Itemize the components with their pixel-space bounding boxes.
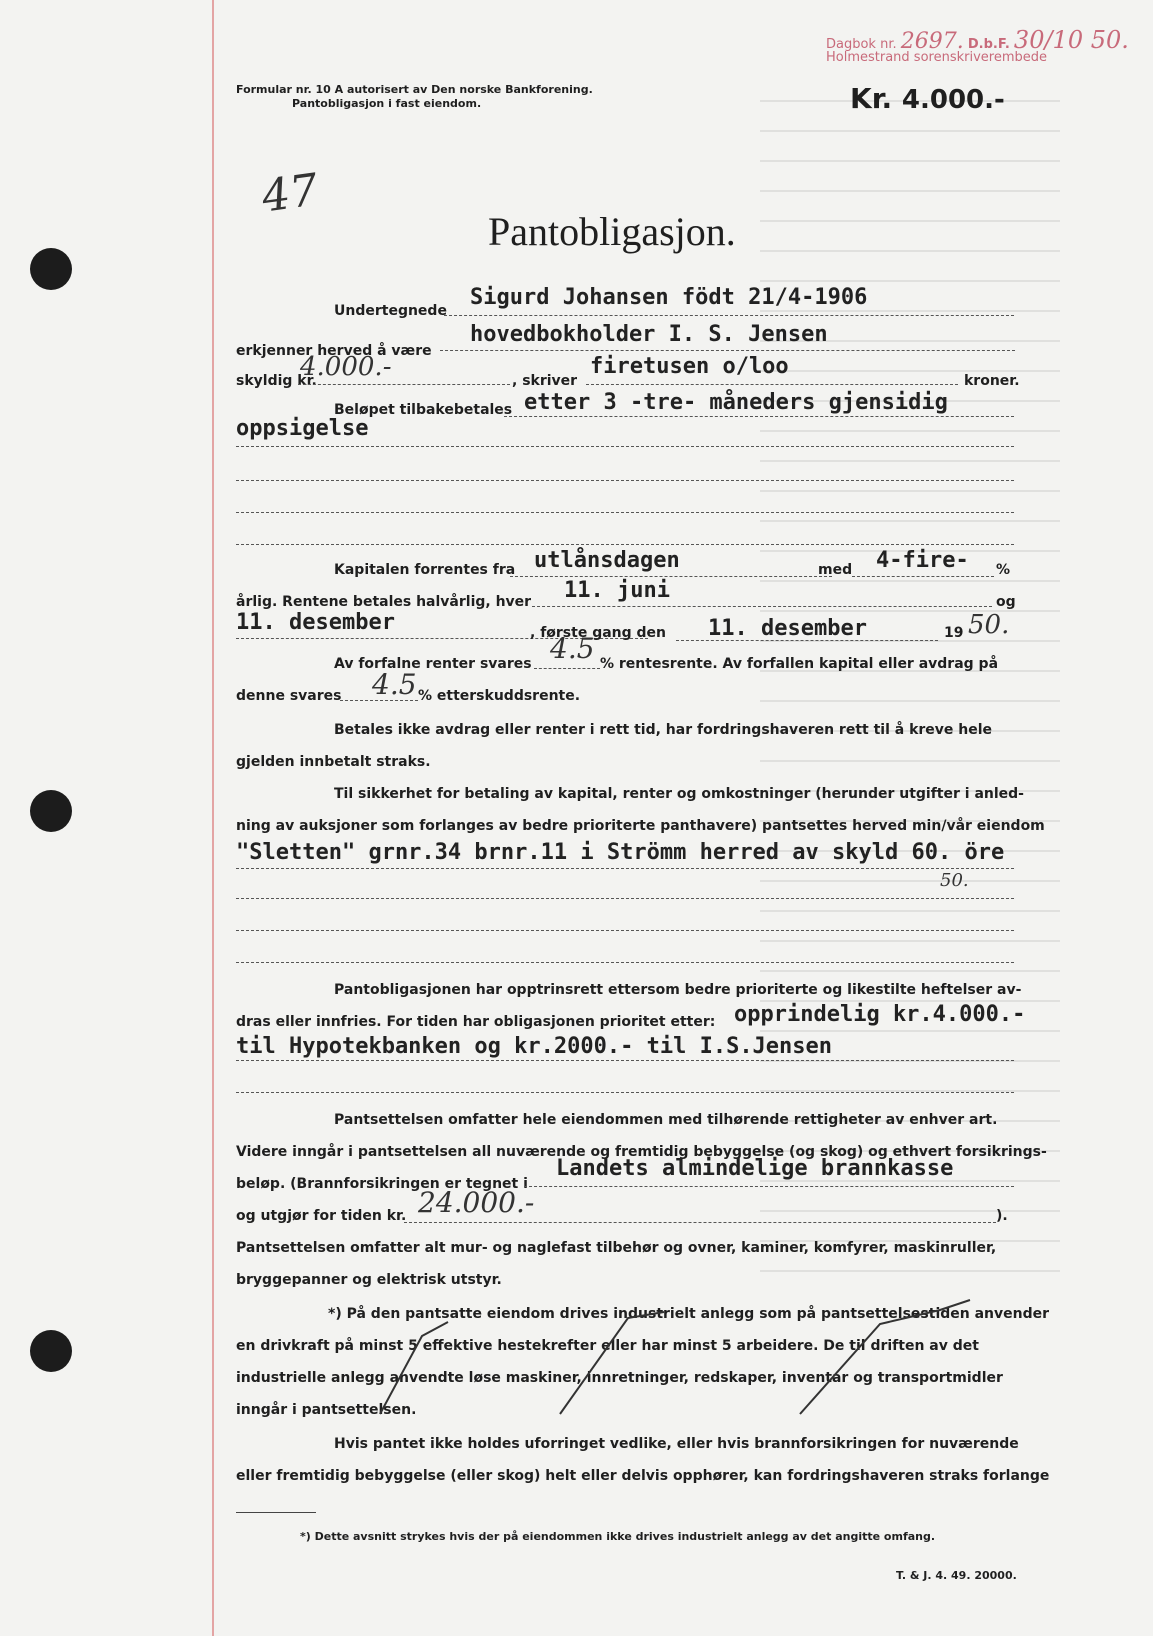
betales-line-2: gjelden innbetalt straks. xyxy=(236,754,431,770)
property-description: "Sletten" grnr.34 brnr.11 i Strömm herred av skyld 60. öre xyxy=(236,840,1005,865)
arlig-label: årlig. Rentene betales halvårlig, hver xyxy=(236,594,532,610)
stamp-date: 30/10 50. xyxy=(1013,26,1129,54)
opptrinn-line-2: dras eller innfries. For tiden har obligasjonen prioritet etter: xyxy=(236,1014,716,1030)
skriver-label: , skriver xyxy=(512,373,578,389)
interest-from: utlånsdagen xyxy=(534,548,680,573)
strike-mark xyxy=(560,1312,664,1414)
header-amount xyxy=(850,82,1005,115)
debtor-name: Sigurd Johansen födt 21/4-1906 xyxy=(470,285,868,310)
sikkerhet-line-1: Til sikkerhet for betaling av kapital, renter og omkostninger (herunder utgifter i anled- xyxy=(334,786,1024,802)
forfalne-label: Av forfalne renter svares xyxy=(334,656,532,672)
office-name: Holmestrand sorenskriverembede xyxy=(826,50,1047,65)
margin-line xyxy=(212,0,214,1636)
kr-label: Kr. xyxy=(850,82,893,115)
fire-insurance-company: Landets almindelige brannkasse xyxy=(556,1156,954,1181)
tilbehor-line-2: bryggepanner og elektrisk utstyr. xyxy=(236,1272,502,1288)
industri-line-4: inngår i pantsettelsen. xyxy=(236,1402,417,1418)
skyld-correction: 50. xyxy=(940,870,969,891)
priority-1: opprindelig kr.4.000.- xyxy=(734,1002,1026,1027)
year-prefix: 19 xyxy=(944,625,964,641)
late-interest-rate: 4.5 xyxy=(372,668,417,701)
omfatter-line-1: Pantsettelsen omfatter hele eiendommen med tilhørende rettigheter av enhver art. xyxy=(334,1112,998,1128)
vedlike-line-1: Hvis pantet ikke holdes uforringet vedlike, eller hvis brannforsikringen for nuværende xyxy=(334,1436,1019,1452)
insured-sum: 24.000.- xyxy=(418,1186,535,1219)
dagbok-label: Dagbok nr. xyxy=(826,37,897,52)
page-title: Pantobligasjon. xyxy=(488,209,736,254)
year-value: 50. xyxy=(968,610,1010,640)
creditor-name: hovedbokholder I. S. Jensen xyxy=(470,322,828,347)
kr-amount: 4.000.- xyxy=(901,85,1005,115)
strike-mark xyxy=(380,1322,448,1414)
formular-line-1: Formular nr. 10 A autorisert av Den norske Bankforening. xyxy=(236,83,593,96)
formular-line-2: Pantobligasjon i fast eiendom. xyxy=(292,97,482,110)
industri-line-2: en drivkraft på minst 5 effektive hestekrefter eller har minst 5 arbeidere. De til driften av det xyxy=(236,1338,979,1354)
industri-line-1: *) På den pantsatte eiendom drives industrielt anlegg som på pantsettelsestiden anvender xyxy=(328,1306,1050,1322)
payment-date-2: 11. desember xyxy=(236,610,395,635)
printer-mark: T. & J. 4. 49. 20000. xyxy=(896,1569,1017,1582)
forrentes-label: Kapitalen forrentes fra xyxy=(334,562,516,578)
rentesrente-label: % rentesrente. Av forfallen kapital eller avdrag på xyxy=(600,656,999,672)
footnote: *) Dette avsnitt strykes hvis der på eiendommen ikke drives industrielt anlegg av det angitte omfang. xyxy=(300,1530,936,1543)
med-label: med xyxy=(818,562,853,578)
industri-line-3: industrielle anlegg anvendte løse maskiner, innretninger, redskaper, inventar og transportmidler xyxy=(236,1370,1003,1386)
close-paren: ). xyxy=(996,1208,1008,1224)
forste-label: , første gang den xyxy=(530,625,667,641)
dagbok-number: 2697. xyxy=(900,29,964,54)
kroner-label: kroner. xyxy=(964,373,1020,389)
amount-owed: 4.000.- xyxy=(300,352,392,382)
repayment-terms-1: etter 3 -tre- måneders gjensidig xyxy=(524,390,948,415)
percent-sign: % xyxy=(996,562,1011,578)
undertegnede-label: Undertegnede xyxy=(334,303,447,319)
dbf-label: D.b.F. xyxy=(967,37,1010,52)
bleed-through xyxy=(760,100,1060,1280)
etterskudd-label: % etterskuddsrente. xyxy=(418,688,581,704)
payment-date-1: 11. juni xyxy=(564,578,670,603)
tilbake-label: Beløpet tilbakebetales xyxy=(334,402,513,418)
skyldig-label: skyldig kr. xyxy=(236,373,317,389)
first-payment-date: 11. desember xyxy=(708,616,867,641)
priority-2: til Hypotekbanken og kr.2000.- til I.S.Jensen xyxy=(236,1034,833,1059)
overdue-interest-rate: 4.5 xyxy=(550,632,595,665)
betales-line-1: Betales ikke avdrag eller renter i rett tid, har fordringshaveren rett til å kreve hele xyxy=(334,722,993,738)
punch-hole xyxy=(30,248,72,290)
repayment-terms-2: oppsigelse xyxy=(236,416,369,441)
omfatter-line-2: Videre inngår i pantsettelsen all nuværende og fremtidig bebyggelse (og skog) og ethvert forsikrings- xyxy=(236,1144,1047,1160)
sikkerhet-line-2: ning av auksjoner som forlanges av bedre prioriterte panthavere) pantsettes herved min/vår eiendom xyxy=(236,818,1045,834)
omfatter-line-3: beløp. (Brannforsikringen er tegnet i xyxy=(236,1176,528,1192)
punch-hole xyxy=(30,790,72,832)
strike-through-marks xyxy=(360,1296,980,1426)
og-label: og xyxy=(996,594,1016,610)
omfatter-line-4: og utgjør for tiden kr. xyxy=(236,1208,407,1224)
margin-note: 47 xyxy=(258,164,322,223)
footnote-rule xyxy=(236,1512,316,1513)
strike-mark xyxy=(800,1300,970,1414)
denne-label: denne svares xyxy=(236,688,342,704)
erkjenner-label: erkjenner herved å være xyxy=(236,343,432,359)
amount-in-words: firetusen o/loo xyxy=(590,354,789,379)
interest-rate: 4-fire- xyxy=(876,548,969,573)
opptrinn-line-1: Pantobligasjonen har opptrinsrett ettersom bedre prioriterte og likestilte heftelser av- xyxy=(334,982,1022,998)
punch-hole xyxy=(30,1330,72,1372)
vedlike-line-2: eller fremtidig bebyggelse (eller skog) helt eller delvis opphører, kan fordringshaveren straks forlange xyxy=(236,1468,1050,1484)
tilbehor-line-1: Pantsettelsen omfatter alt mur- og naglefast tilbehør og ovner, kaminer, komfyrer, maskinruller, xyxy=(236,1240,997,1256)
